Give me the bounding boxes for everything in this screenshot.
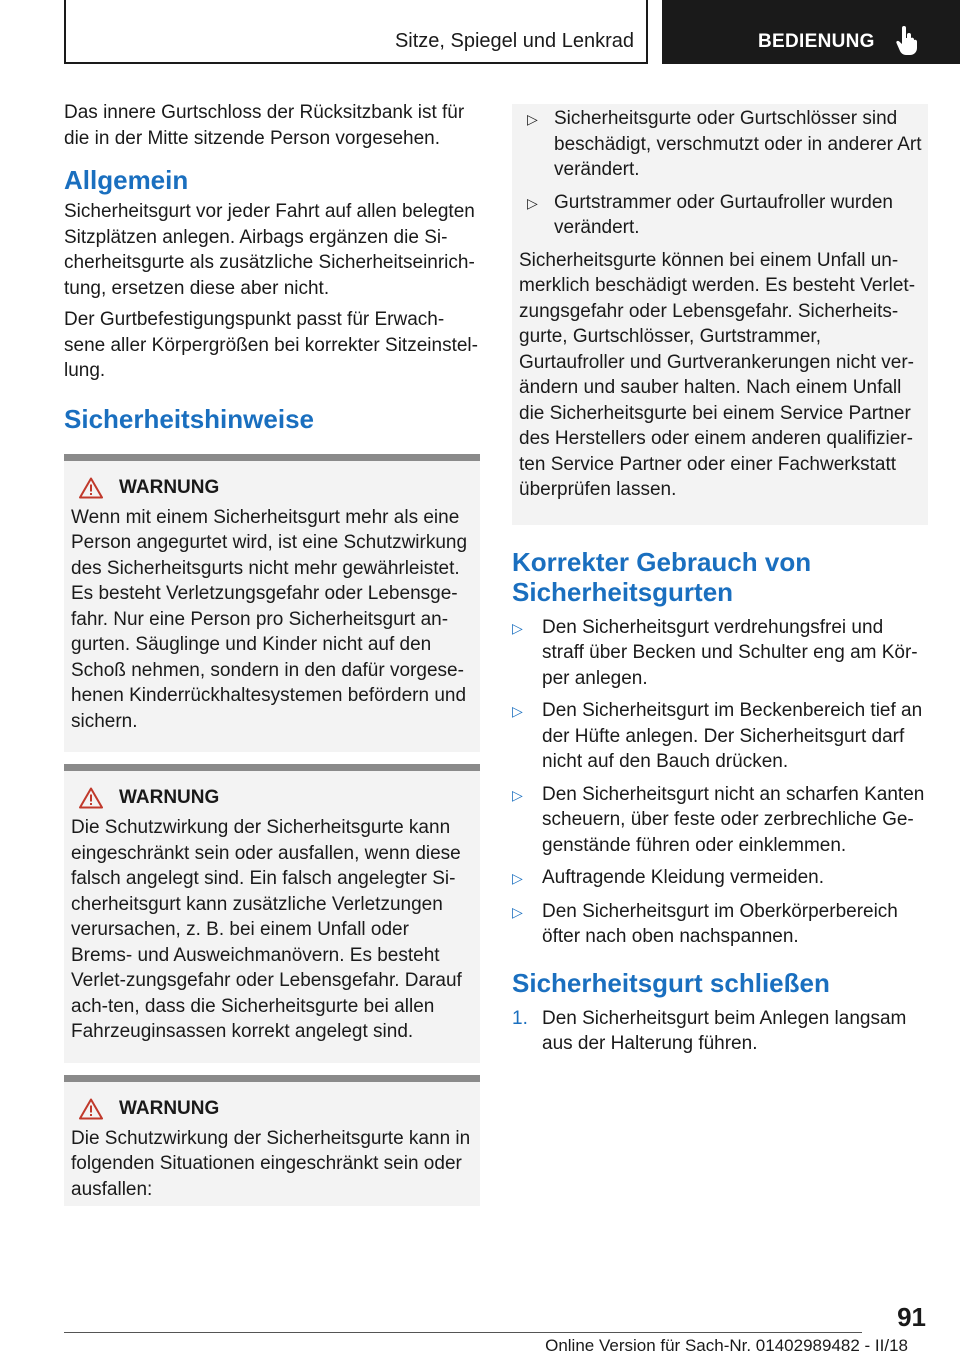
footer-divider: [64, 1332, 862, 1333]
header-section-box: [64, 0, 648, 64]
list-item: ▷ Gurtstrammer oder Gurtaufroller wurden verändert.: [519, 190, 922, 241]
list-item: ▷ Sicherheitsgurte oder Gurtschlösser sind beschädigt, verschmutzt oder in anderer Art verändert.: [519, 106, 922, 183]
list-item: ▷ Den Sicherheitsgurt nicht an scharfen Kanten scheuern, über feste oder zerbrechliche Ge-genstände führen oder einklemmen.: [512, 782, 928, 859]
triangle-bullet-icon: ▷: [512, 786, 523, 803]
hand-pointer-icon: [896, 26, 918, 56]
chapter-tab[interactable]: [662, 0, 960, 64]
list-item: ▷ Den Sicherheitsgurt im Beckenbereich tief an der Hüfte anlegen. Der Sicherheitsgurt darf nicht auf den Bauch drücken.: [512, 698, 928, 775]
intro-paragraph: Das innere Gurtschloss der Rücksitzbank ist für die in der Mitte sitzende Person vorgesehen.: [64, 102, 465, 149]
warning-text: Die Schutzwirkung der Sicherheitsgurte kann eingeschränkt sein oder ausfallen, wenn diese falsch angelegt sind. Ein falsch angelegter Si-cherheitsgurt kann zusätzliche Verletzungen verursachen, z. B. bei einem Unfall oder Brems- und Ausweichmanövern. Es besteht Verlet-zungsgefahr oder Lebensgefahr. Darauf ach-ten, dass die Sicherheitsgurte bei allen Fahrzeuginsassen korrekt angelegt sind.: [71, 817, 462, 1042]
step-number: 1.: [512, 1007, 528, 1029]
warning-triangle-icon: [79, 477, 103, 499]
page-number: 91: [897, 1302, 926, 1332]
numbered-step: [512, 1006, 928, 1057]
list-item: ▷ Den Sicherheitsgurt verdrehungsfrei und straff über Becken und Schulter eng am Kör-per anlegen.: [512, 615, 928, 692]
section-title: Sitze, Spiegel und Lenkrad: [394, 30, 634, 52]
warning-box: [64, 454, 480, 753]
warning-title: WARNUNG: [119, 787, 220, 808]
warning-text: Wenn mit einem Sicherheitsgurt mehr als eine Person angegurtet wird, ist eine Schutzwirkung des Sicherheitsgurts nicht mehr gewährleistet. Es besteht Verletzungsgefahr oder Lebensge-fahr. Nur eine Person pro Sicherheitsgurt an-gurten. Säuglinge und Kinder nicht auf den Schoß nehmen, sondern in den dafür vorgese-henen Kinderrückhaltesystemen befördern und sichern.: [71, 506, 468, 732]
triangle-bullet-icon: ▷: [527, 194, 538, 211]
heading-gurt-schliessen: Sicherheitsgurt schließen: [512, 967, 830, 998]
warning-text: Die Schutzwirkung der Sicherheitsgurte kann in folgenden Situationen eingeschränkt sein oder ausfallen:: [71, 1127, 471, 1200]
warning-continuation-box: [512, 104, 928, 525]
list-item: ▷ Auftragende Kleidung vermeiden.: [512, 865, 928, 892]
warning-box: [64, 764, 480, 1063]
warning-title: WARNUNG: [119, 476, 220, 498]
left-column: [64, 100, 480, 1218]
warning-box: [64, 1075, 480, 1207]
warning-triangle-icon: [79, 1098, 103, 1120]
right-column: [512, 104, 928, 1064]
footer-version: Online Version für Sach-Nr. 01402989482 - II/18: [545, 1336, 908, 1355]
paragraph-allgemein-1: Sicherheitsgurt vor jeder Fahrt auf allen belegten Sitzplätzen anlegen. Airbags ergänzen die Si-cherheitsgurte als zusätzliche Sicherheitseinrich-tung, ersetzen diese aber nicht.: [64, 201, 475, 299]
list-item: ▷ Den Sicherheitsgurt im Oberkörperbereich öfter nach oben nachspannen.: [512, 899, 928, 950]
triangle-bullet-icon: ▷: [512, 870, 523, 886]
paragraph-allgemein-2: Der Gurtbefestigungspunkt passt für Erwach-sene aller Körpergrößen bei korrekter Sitzeinstel-lung.: [64, 309, 478, 381]
triangle-bullet-icon: ▷: [512, 703, 523, 719]
heading-allgemein: Allgemein: [64, 165, 189, 195]
warning-continuation-text: Sicherheitsgurte können bei einem Unfall un-merklich beschädigt werden. Es besteht Verlet-zungsgefahr oder Lebensgefahr. Sicherheits-gurte, Gurtschlösser, Gurtstrammer, Gurtaufroller und Gurtverankerungen nicht ver-ändern und sauber halten. Nach einem Unfall die Sicherheitsgurte bei einem Service Partner des Herstellers oder einem anderen qualifizier-ten Service Partner oder einer Fachwerkstatt überprüfen lassen.: [519, 249, 916, 500]
warning-title: WARNUNG: [119, 1097, 220, 1119]
chapter-title: BEDIENUNG: [758, 31, 875, 52]
heading-korrekter-gebrauch: Korrekter Gebrauch von Sicherheitsgurten: [512, 546, 812, 607]
step-text: Den Sicherheitsgurt beim Anlegen langsam aus der Halterung führen.: [542, 1007, 907, 1054]
triangle-bullet-icon: ▷: [512, 903, 523, 920]
heading-sicherheitshinweise: Sicherheitshinweise: [64, 403, 314, 434]
warning-triangle-icon: [79, 787, 103, 809]
triangle-bullet-icon: ▷: [527, 111, 538, 127]
triangle-bullet-icon: ▷: [512, 619, 523, 636]
